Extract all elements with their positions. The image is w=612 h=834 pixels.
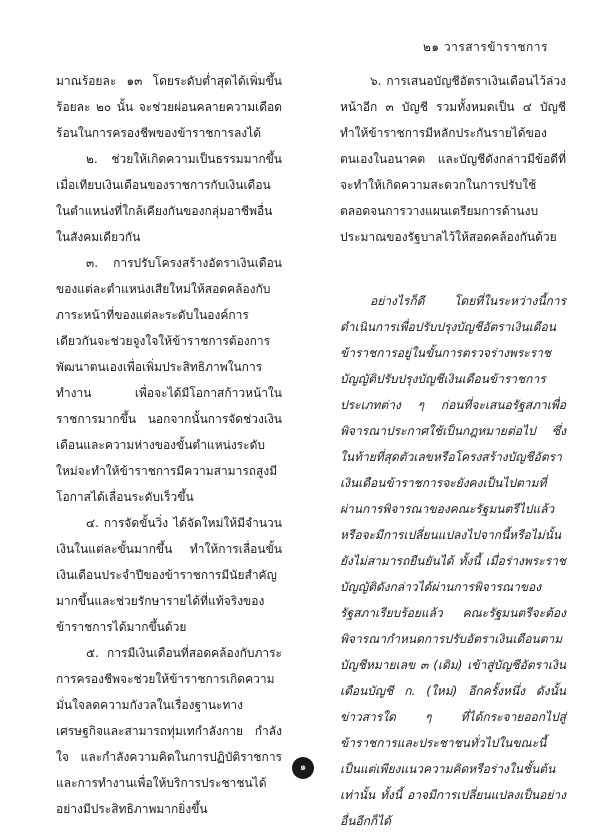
paragraph-item-3: ๓. การปรับโครงสร้างอัตราเงินเดือนของแต่ละตำแหน่งเสียใหม่ให้สอดคล้องกับภาระหน้าที่ของแต่ละระดับในองค์การเดียวกันจะช่วยจูงใจให้ข้าราชการต้องการพัฒนาตนเองเพื่อเพิ่มประสิทธิภาพในการทำงาน เพื่อจะได้มีโอกาสก้าวหน้าในราชการมากขึ้น นอกจากนั้นการจัดช่วงเงินเดือนและความห่างของขั้นตำแหน่งระดับใหม่จะทำให้ข้าราชการมีความสามารถสูงมีโอกาสได้เลื่อนระดับเร็วขึ้น (56, 256, 282, 504)
page-header: ๒๑ วารสารข้าราชการ (423, 40, 548, 54)
left-column (56, 68, 282, 822)
right-column (340, 68, 566, 834)
paragraph-item-4: ๔. การจัดขั้นวิ่ง ได้จัดใหม่ให้มีจำนวนเงินในแต่ละขั้นมากขึ้น ทำให้การเลื่อนขั้นเงินเดือนประจำปีของข้าราชการมีนัยสำคัญมากขึ้นและช่วยรักษารายได้ที่แท้จริงของข้าราชการได้มากขึ้นด้วย (56, 516, 282, 634)
page-number: ๑ (292, 757, 314, 779)
paragraph-italic-note: อย่างไรก็ดี โดยที่ในระหว่างนี้การดำเนินการเพื่อปรับปรุงบัญชีอัตราเงินเดือนข้าราชการอยู่ในขั้นการตรวจร่างพระราชบัญญัติปรับปรุงบัญชีเงินเดือนข้าราชการประเภทต่าง ๆ ก่อนที่จะเสนอรัฐสภาเพื่อพิจารณาประกาศใช้เป็นกฎหมายต่อไป ซึ่งในท้ายที่สุดตัวเลขหรือโครงสร้างบัญชีอัตราเงินเดือนข้าราชการจะยังคงเป็นไปตามที่ผ่านการพิจารณาของคณะรัฐมนตรีไปแล้ว หรือจะมีการเปลี่ยนแปลงไปจากนี้หรือไม่นั้น ยังไม่สามารถยืนยันได้ ทั้งนี้ เมื่อร่างพระราชบัญญัติดังกล่าวได้ผ่านการพิจารณาของรัฐสภาเรียบร้อยแล้ว คณะรัฐมนตรีจะต้องพิจารณากำหนดการปรับอัตราเงินเดือนตามบัญชีหมายเลข ๓ (เดิม) เข้าสู่บัญชีอัตราเงินเดือนบัญชี ก. (ใหม่) อีกครั้งหนึ่ง ดังนั้นข่าวสารใด ๆ ที่ได้กระจายออกไปสู่ข้าราชการและประชาชนทั่วไปในขณะนี้ เป็นแต่เพียงแนวความคิดหรือร่างในชั้นต้นเท่านั้น ทั้งนี้ อาจมีการเปลี่ยนแปลงเป็นอย่างอื่นอีกก็ได้ (340, 294, 566, 828)
paragraph-item-6: ๖. การเสนอบัญชีอัตราเงินเดือนไว้ล่วงหน้าอีก ๓ บัญชี รวมทั้งหมดเป็น ๔ บัญชี ทำให้ข้าราชการมีหลักประกันรายได้ของตนเองในอนาคต และบัญชีดังกล่าวมีข้อดีที่จะทำให้เกิดความสะดวกในการปรับใช้ ตลอดจนการวางแผนเตรียมการด้านงบประมาณของรัฐบาลไว้ให้สอดคล้องกันด้วย (340, 74, 566, 244)
paragraph-item-5: ๕. การมีเงินเดือนที่สอดคล้องกับภาระการครองชีพจะช่วยให้ข้าราชการเกิดความมั่นใจลดความกังวลในเรื่องฐานะทางเศรษฐกิจและสามารถทุ่มเทกำลังกาย กำลังใจ และกำลังความคิดในการปฏิบัติราชการและการทำงานเพื่อให้บริการประชาชนได้อย่างมีประสิทธิภาพมากยิ่งขึ้น (56, 646, 282, 816)
paragraph-item-2: ๒. ช่วยให้เกิดความเป็นธรรมมากขึ้นเมื่อเทียบเงินเดือนของราชการกับเงินเดือนในตำแหน่งที่ใกล้เคียงกันของกลุ่มอาชีพอื่นในสังคมเดียวกัน (56, 152, 282, 244)
column-spacer (340, 250, 566, 288)
paragraph-continued: มาณร้อยละ ๑๓ โดยระดับต่ำสุดได้เพิ่มขึ้นร้อยละ ๒๐ นั้น จะช่วยผ่อนคลายความเดือดร้อนในการครองชีพของข้าราชการลงได้ (56, 74, 282, 140)
